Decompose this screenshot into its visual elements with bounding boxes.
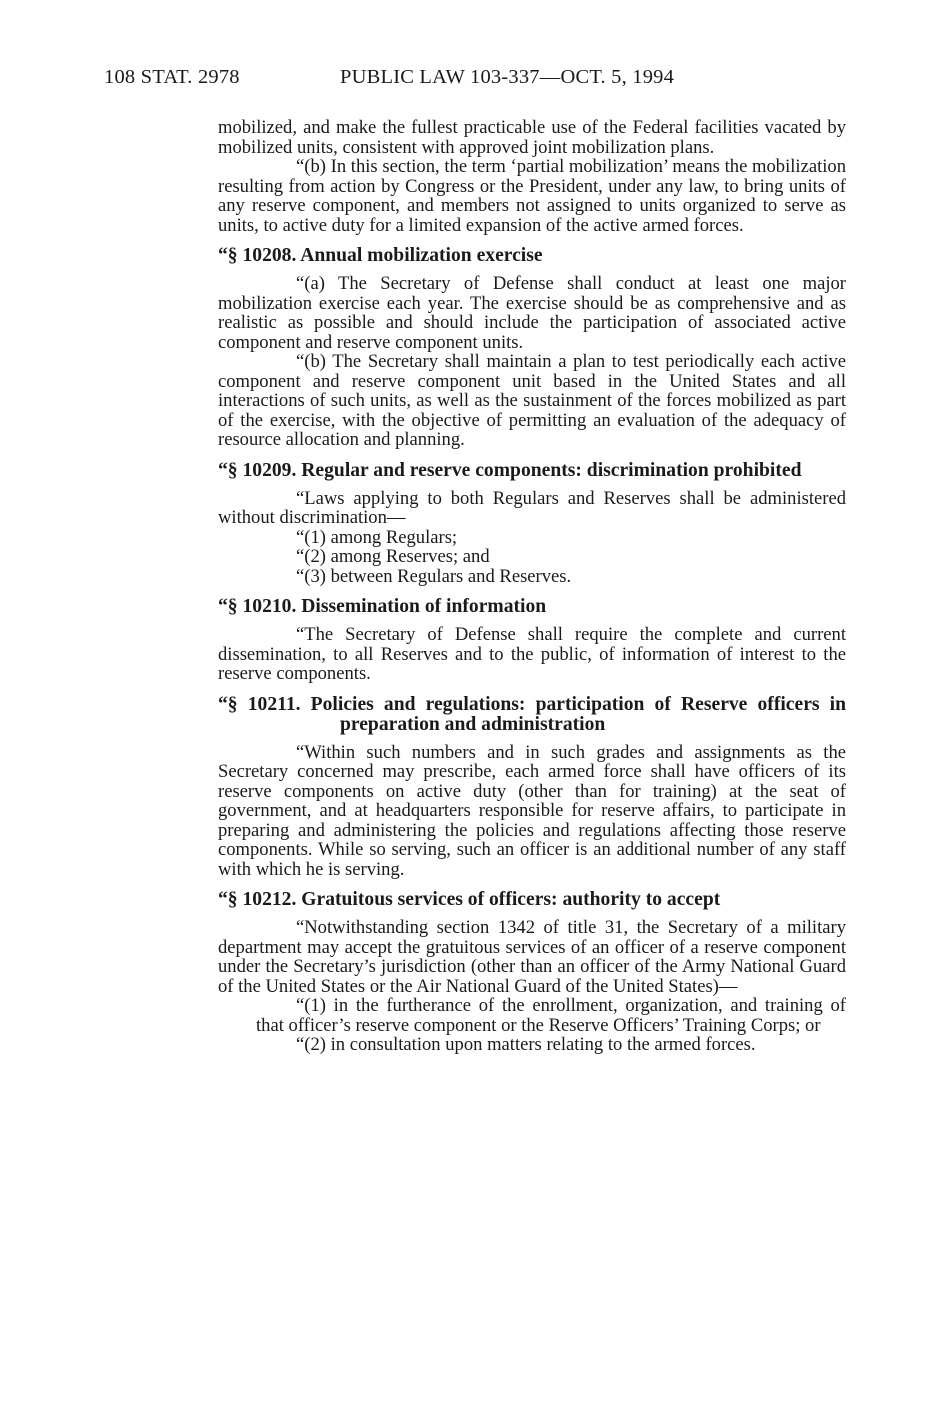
paragraph-10211: “Within such numbers and in such grades and assignments as the Secretary concerned may prescribe, each armed force shall have officers of its reserve components on active duty (other than for training) at the seat of government, and at headquarters responsible for reserve affairs, to participate in preparing and administering the policies and regulations affecting those reserve components. While so serving, such an officer is an additional number of any staff with which he is serving. <box>218 741 846 880</box>
paragraph-continuation: mobilized, and make the fullest practicable use of the Federal facilities vacated by mobilized units, consistent with approved joint mobilization plans. <box>218 117 846 158</box>
list-item-10212-1: “(1) in the furtherance of the enrollment, organization, and training of that officer’s reserve component or the Reserve Officers’ Training Corps; or <box>256 995 846 1036</box>
section-heading-10210: “§ 10210. Dissemination of information <box>218 596 547 617</box>
public-law-citation: PUBLIC LAW 103-337—OCT. 5, 1994 <box>340 66 675 88</box>
section-heading-10211: “§ 10211. Policies and regulations: participation of Reserve officers in preparation and administration <box>218 693 846 735</box>
list-item-10209-1: “(1) among Regulars; <box>296 526 458 548</box>
paragraph-10210: “The Secretary of Defense shall require the complete and current dissemination, to all Reserves and to the public, of information of interest to the reserve components. <box>218 624 846 684</box>
paragraph-10208-a: “(a) The Secretary of Defense shall conduct at least one major mobilization exercise each year. The exercise should be as comprehensive and as realistic as possible and should include the participation of associated active component and reserve component units. <box>218 273 846 353</box>
running-head <box>104 66 864 96</box>
stat-page-number: 108 STAT. 2978 <box>104 66 240 88</box>
paragraph-10209: “Laws applying to both Regulars and Reserves shall be administered without discrimination— <box>218 487 846 528</box>
statute-body <box>218 118 846 1055</box>
section-heading-10209: “§ 10209. Regular and reserve components: discrimination prohibited <box>218 459 802 481</box>
section-heading-10208: “§ 10208. Annual mobilization exercise <box>218 245 543 266</box>
list-item-10212-2: “(2) in consultation upon matters relating to the armed forces. <box>296 1034 756 1055</box>
list-item-10209-3: “(3) between Regulars and Reserves. <box>296 565 572 587</box>
paragraph-partial-mobilization-definition: “(b) In this section, the term ‘partial mobilization’ means the mobilization resulting from action by Congress or the President, under any law, to bring units of any reserve component, and members not assigned to units organized to serve as units, to active duty for a limited expansion of the active armed forces. <box>218 156 846 236</box>
paragraph-10212: “Notwithstanding section 1342 of title 31, the Secretary of a military department may accept the gratuitous services of an officer of a reserve component under the Secretary’s jurisdiction (other than an officer of the Army National Guard of the United States or the Air National Guard of the United States)— <box>218 917 846 997</box>
list-item-10209-2: “(2) among Reserves; and <box>296 546 490 567</box>
section-heading-10212: “§ 10212. Gratuitous services of officers: authority to accept <box>218 889 721 910</box>
paragraph-10208-b: “(b) The Secretary shall maintain a plan to test periodically each active component and reserve component unit based in the United States and all interactions of such units, as well as the sustainment of the forces mobilized as part of the exercise, with the objective of permitting an evaluation of the adequacy of resource allocation and planning. <box>218 351 846 450</box>
